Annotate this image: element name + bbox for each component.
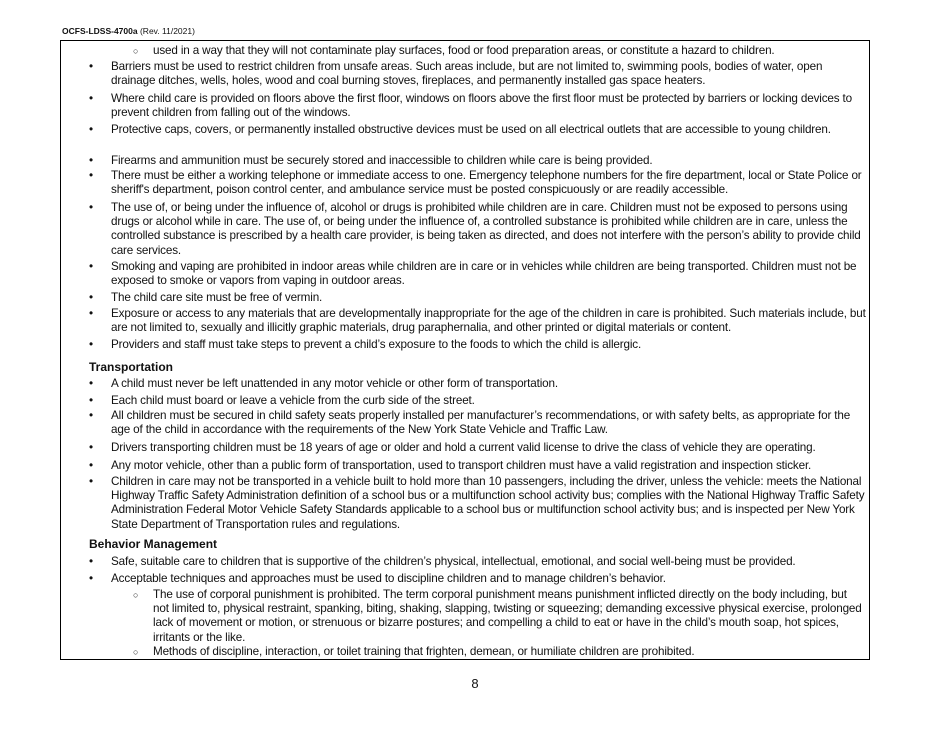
- bullet-item: • The use of, or being under the influence of, alcohol or drugs is prohibited while children are in care. Children must not be exposed to persons using drugs or alcohol while in care. The use of, or being under the influence of, a controlled substance is prohibited while children are in care, unless the controlled substance is prescribed by a health care provider, is being taken as directed, and does not interfere with the person’s ability to provide child care services.: [89, 201, 861, 257]
- bullet-icon: •: [89, 154, 93, 167]
- circle-bullet-icon: ○: [133, 46, 139, 56]
- form-revision: (Rev. 11/2021): [139, 26, 195, 36]
- bullet-icon: •: [89, 60, 93, 73]
- bullet-icon: •: [89, 123, 93, 136]
- bullet-item: • Exposure or access to any materials that are developmentally inappropriate for the age of the children in care is prohibited. Such materials include, but are not limited to, sexually and illicitly graphic materials, drug paraphernalia, and other printed or digital materials or content.: [89, 307, 866, 335]
- bullet-icon: •: [89, 409, 93, 422]
- bullet-item: • Acceptable techniques and approaches must be used to discipline children and to manage children’s behavior.: [89, 572, 666, 585]
- bullet-item: • Where child care is provided on floors above the first floor, windows on floors above the first floor must be protected by barriers or locking devices to prevent children from falling out of the windows.: [89, 92, 853, 120]
- circle-bullet-icon: ○: [133, 647, 139, 657]
- bullet-icon: •: [89, 377, 93, 390]
- bullet-item: • Firearms and ammunition must be securely stored and inaccessible to children while care is being provided.: [89, 154, 653, 167]
- sub-bullet-item: ○ The use of corporal punishment is prohibited. The term corporal punishment means punishment inflicted directly on the body including, but not limited to, physical restraint, spanking, biting, shaking, slapping, twisting or squeezing; demanding excessive physical exercise, prolonged lack of movement or motion, or strenuous or bizarre postures; and compelling a child to eat or have in the child’s mouth soap, hot spices, irritants or the like.: [133, 588, 862, 644]
- bullet-icon: •: [89, 291, 93, 304]
- bullet-icon: •: [89, 260, 93, 273]
- bullet-item: • Barriers must be used to restrict children from unsafe areas. Such areas include, but are not limited to, swimming pools, bodies of water, open drainage ditches, wells, holes, wood and coal burning stoves, fireplaces, and permanently installed gas space heaters.: [89, 60, 823, 88]
- bullet-icon: •: [89, 572, 93, 585]
- bullet-item: • A child must never be left unattended in any motor vehicle or other form of transportation.: [89, 377, 558, 390]
- bullet-icon: •: [89, 555, 93, 568]
- bullet-icon: •: [89, 475, 93, 488]
- bullet-item: • Children in care may not be transported in a vehicle built to hold more than 10 passengers, including the driver, unless the vehicle: meets the National Highway Traffic Safety Administration definition of a school bus or a multifunction school activity bus; complies with the National Highway Traffic Safety Administration Federal Motor Vehicle Safety Standards applicable to a school bus or multifunction school activity bus; and is inspected per New York State Department of Transportation rules and regulations.: [89, 475, 865, 531]
- bullet-icon: •: [89, 92, 93, 105]
- bullet-icon: •: [89, 441, 93, 454]
- bullet-item: • Each child must board or leave a vehicle from the curb side of the street.: [89, 394, 475, 407]
- section-heading-behavior: Behavior Management: [89, 537, 218, 551]
- bullet-item: • Providers and staff must take steps to prevent a child’s exposure to the foods to which the child is allergic.: [89, 338, 642, 351]
- bullet-item: • All children must be secured in child safety seats properly installed per manufacturer’s recommendations, or with safety belts, as appropriate for the age of the child in accordance with the requirements of the New York State Vehicle and Traffic Law.: [89, 409, 851, 437]
- section-heading-transportation: Transportation: [89, 360, 174, 374]
- form-header: [62, 26, 195, 36]
- sub-bullet-item: ○ Methods of discipline, interaction, or toilet training that frighten, demean, or humiliate children are prohibited.: [133, 645, 695, 658]
- content-frame: [60, 40, 870, 660]
- bullet-icon: •: [89, 394, 93, 407]
- bullet-item: • Any motor vehicle, other than a public form of transportation, used to transport children must have a valid registration and inspection sticker.: [89, 459, 812, 472]
- bullet-item: • Safe, suitable care to children that is supportive of the children’s physical, intellectual, emotional, and social well-being must be provided.: [89, 555, 796, 568]
- form-code: OCFS-LDSS-4700a: [62, 26, 138, 36]
- sub-bullet-item: ○ used in a way that they will not contaminate play surfaces, food or food preparation areas, or constitute a hazard to children.: [133, 44, 775, 57]
- bullet-icon: •: [89, 169, 93, 182]
- page-number: 8: [471, 676, 479, 691]
- bullet-icon: •: [89, 307, 93, 320]
- bullet-item: • The child care site must be free of vermin.: [89, 291, 323, 304]
- bullet-icon: •: [89, 201, 93, 214]
- bullet-item: • Protective caps, covers, or permanently installed obstructive devices must be used on all electrical outlets that are accessible to young children.: [89, 123, 831, 136]
- bullet-item: • Drivers transporting children must be 18 years of age or older and hold a current valid license to drive the class of vehicle they are operating.: [89, 441, 816, 454]
- bullet-item: • There must be either a working telephone or immediate access to one. Emergency telephone numbers for the fire department, local or State Police or sheriff's department, poison control center, and ambulance service must be posted conspicuously or are readily accessible.: [89, 169, 862, 197]
- bullet-item: • Smoking and vaping are prohibited in indoor areas while children are in care or in vehicles while children are being transported. Children must not be exposed to smoke or vapors from vaping in outdoor areas.: [89, 260, 857, 288]
- bullet-icon: •: [89, 338, 93, 351]
- bullet-icon: •: [89, 459, 93, 472]
- circle-bullet-icon: ○: [133, 590, 139, 600]
